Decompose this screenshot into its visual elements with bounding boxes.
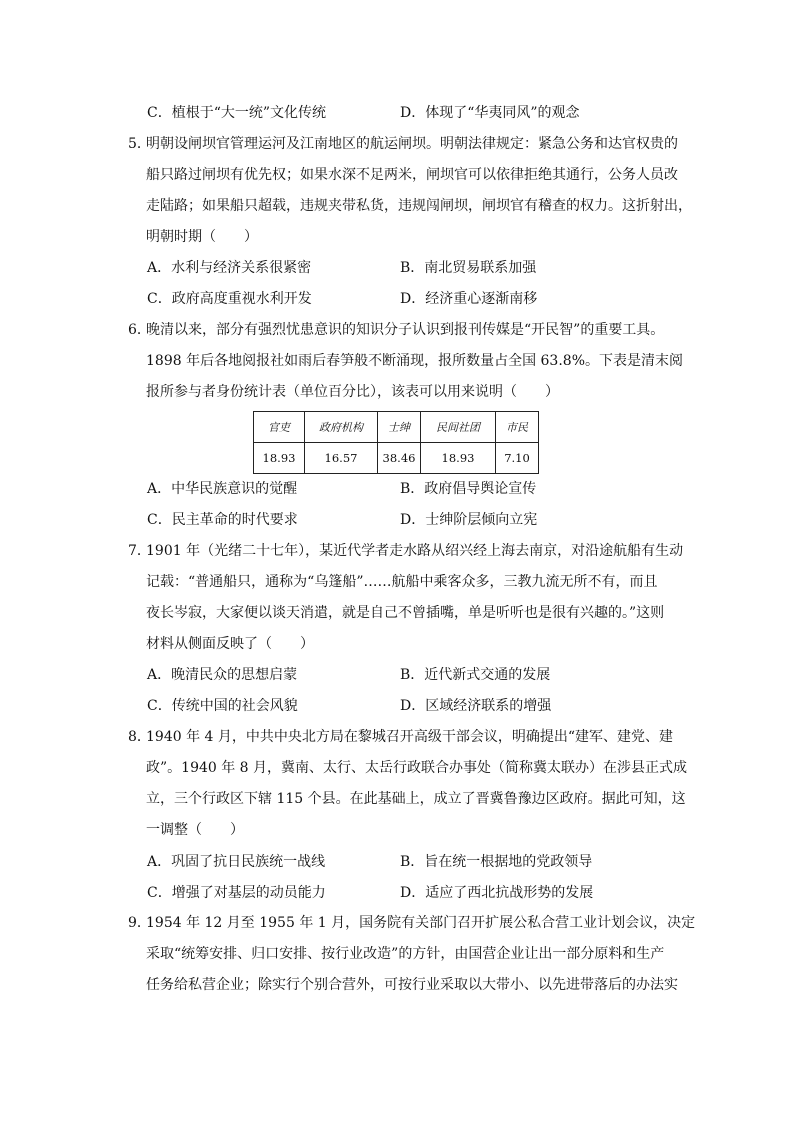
q5-option-d[interactable]: D．经济重心逐渐南移 [400, 291, 538, 307]
q9-line-2: 采取“统筹安排、归口安排、按行业改造”的方针，由国营企业让出一部分原料和生产 [146, 946, 665, 962]
table-cell: 18.93 [254, 443, 305, 474]
q6-option-d[interactable]: D．士绅阶层倾向立宪 [400, 512, 538, 528]
q7-line-3: 夜长岑寂，大家便以谈天消遣，就是自己不曾插嘴，单是听听也是很有兴趣的。”这则 [146, 605, 665, 621]
q5-number: 5． [128, 136, 151, 152]
q5-option-b[interactable]: B．南北贸易联系加强 [400, 260, 537, 276]
table-header-cell: 官吏 [254, 412, 305, 443]
q7-line-2: 记载：“普通船只，通称为“乌篷船”……航船中乘客众多，三教九流无所不有，而且 [146, 574, 658, 590]
q8-line-2: 政”。1940 年 8 月，冀南、太行、太岳行政联合办事处（简称冀太联办）在涉县正式成 [146, 760, 688, 776]
q5-line-4: 明朝时期（ ） [146, 229, 258, 245]
q8-option-d[interactable]: D．适应了西北抗战形势的发展 [400, 885, 594, 901]
q9-line-3: 任务给私营企业；除实行个别合营外，可按行业采取以大带小、以先进带落后的办法实 [146, 977, 678, 993]
q7-line-1: 1901 年（光绪二十七年），某近代学者走水路从绍兴经上海去南京，对沿途航船有生动 [146, 543, 684, 559]
q7-option-c[interactable]: C．传统中国的社会风貌 [147, 698, 298, 714]
q6-line-3: 报所参与者身份统计表（单位百分比），该表可以用来说明（ ） [146, 384, 559, 400]
table-header-cell: 市民 [496, 412, 539, 443]
q6-option-b[interactable]: B．政府倡导舆论宣传 [400, 481, 537, 497]
q7-line-4: 材料从侧面反映了（ ） [146, 636, 314, 652]
q4-option-c[interactable]: C．植根于“大一统”文化传统 [147, 105, 327, 121]
q8-line-1: 1940 年 4 月，中共中央北方局在黎城召开高级干部会议，明确提出“建军、建党、建 [146, 729, 674, 745]
q6-option-a[interactable]: A．中华民族意识的觉醒 [147, 481, 298, 497]
q6-line-1: 晚清以来，部分有强烈忧患意识的知识分子认识到报刊传媒是“开民智”的重要工具。 [146, 322, 665, 338]
q5-line-3: 走陆路；如果船只超载，违规夹带私货，违规闯闸坝，闸坝官有稽查的权力。这折射出， [146, 198, 692, 214]
table-header-cell: 政府机构 [305, 412, 378, 443]
q7-option-b[interactable]: B．近代新式交通的发展 [400, 667, 551, 683]
q6-number: 6． [128, 322, 151, 338]
table-cell: 7.10 [496, 443, 539, 474]
table-header-cell: 民间社团 [421, 412, 496, 443]
q8-option-a[interactable]: A．巩固了抗日民族统一战线 [147, 854, 326, 870]
q5-line-1: 明朝设闸坝官管理运河及江南地区的航运闸坝。明朝法律规定：紧急公务和达官权贵的 [146, 136, 678, 152]
q7-option-d[interactable]: D．区域经济联系的增强 [400, 698, 552, 714]
reading-room-participants-table [253, 411, 539, 474]
q9-number: 9． [128, 915, 151, 931]
table-row [254, 443, 539, 474]
q8-line-4: 一调整（ ） [146, 822, 244, 838]
table-cell: 16.57 [305, 443, 378, 474]
q8-option-c[interactable]: C．增强了对基层的动员能力 [147, 885, 326, 901]
q8-option-b[interactable]: B．旨在统一根据地的党政领导 [400, 854, 593, 870]
q7-option-a[interactable]: A．晚清民众的思想启蒙 [147, 667, 298, 683]
q6-option-c[interactable]: C．民主革命的时代要求 [147, 512, 298, 528]
q9-line-1: 1954 年 12 月至 1955 年 1 月，国务院有关部门召开扩展公私合营工业计划会议，决定 [146, 915, 696, 931]
q8-line-3: 立，三个行政区下辖 115 个县。在此基础上，成立了晋冀鲁豫边区政府。据此可知，这 [146, 791, 686, 807]
q4-option-d[interactable]: D．体现了“华夷同风”的观念 [400, 105, 580, 121]
q7-number: 7． [128, 543, 151, 559]
table-cell: 38.46 [378, 443, 421, 474]
table-header-row [254, 412, 539, 443]
q5-option-c[interactable]: C．政府高度重视水利开发 [147, 291, 312, 307]
q8-number: 8． [128, 729, 151, 745]
q6-line-2: 1898 年后各地阅报社如雨后春笋般不断涌现，报所数量占全国 63.8%。下表是清末阅 [146, 353, 684, 369]
table-header-cell: 士绅 [378, 412, 421, 443]
q5-option-a[interactable]: A．水利与经济关系很紧密 [147, 260, 312, 276]
q5-line-2: 船只路过闸坝有优先权；如果水深不足两米，闸坝官可以依律拒绝其通行，公务人员改 [146, 167, 678, 183]
table-cell: 18.93 [421, 443, 496, 474]
